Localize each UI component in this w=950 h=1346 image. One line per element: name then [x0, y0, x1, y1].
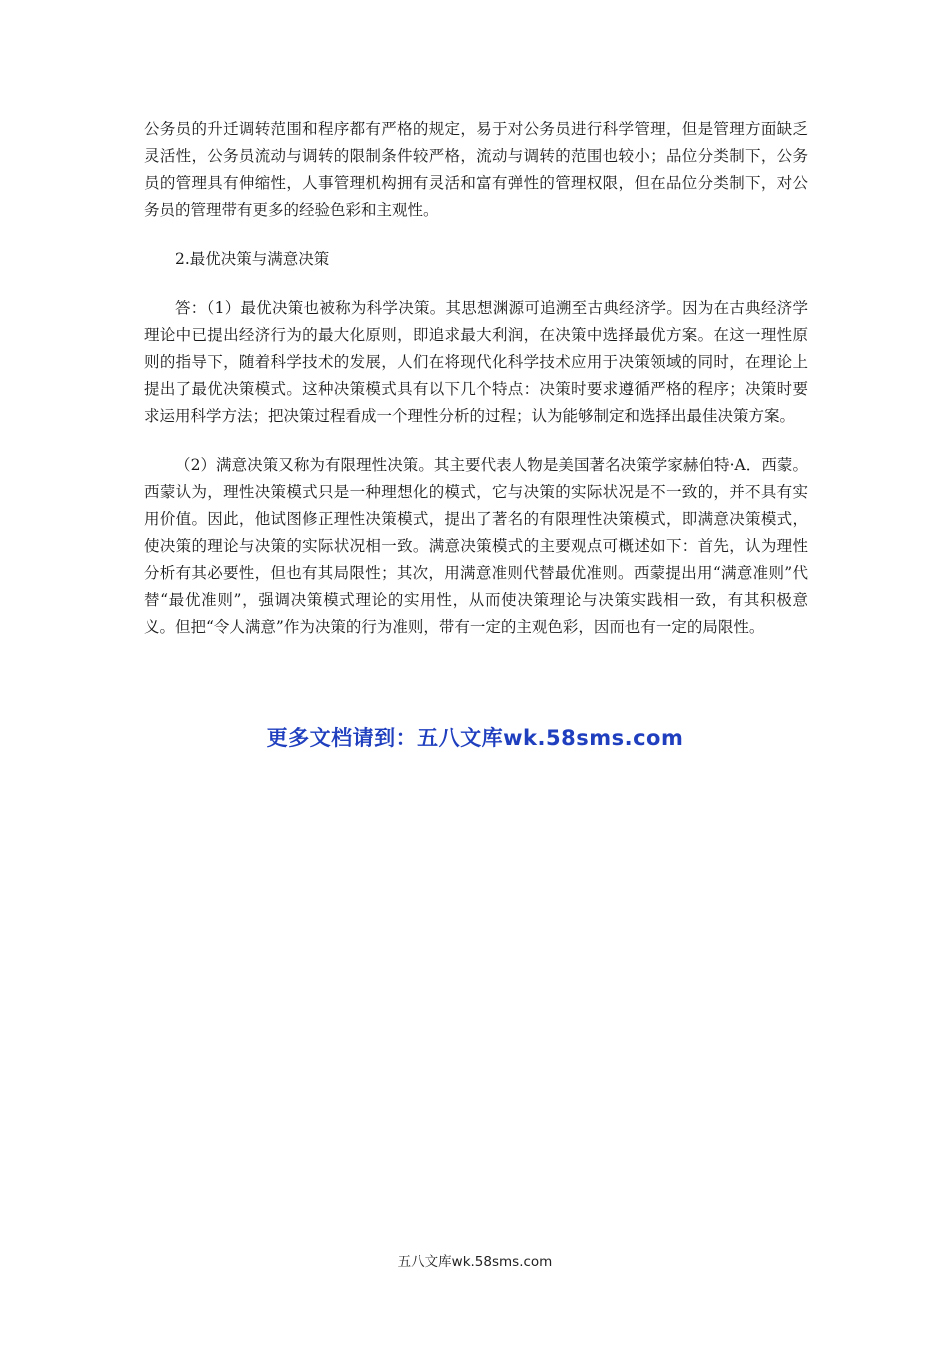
paragraph-answer-2: （2）满意决策又称为有限理性决策。其主要代表人物是美国著名决策学家赫伯特·A．西蒙。西蒙认为，理性决策模式只是一种理想化的模式，它与决策的实际状况是不一致的，并不具有实用价值。因此，他试图修正理性决策模式，提出了著名的有限理性决策模式，即满意决策模式，使决策的理论与决策的实际状况相一致。满意决策模式的主要观点可概述如下：首先，认为理性分析有其必要性，但也有其局限性；其次，用满意准则代替最优准则。西蒙提出用“满意准则”代替“最优准则”，强调决策模式理论的实用性，从而使决策理论与决策实践相一致，有其积极意义。但把“令人满意”作为决策的行为准则，带有一定的主观色彩，因而也有一定的局限性。 — [144, 456, 808, 636]
paragraph-gap — [144, 273, 808, 295]
paragraph-intro: 公务员的升迁调转范围和程序都有严格的规定，易于对公务员进行科学管理，但是管理方面缺乏灵活性，公务员流动与调转的限制条件较严格，流动与调转的范围也较小；品位分类制下，公务员的管理具有伸缩性，人事管理机构拥有灵活和富有弹性的管理权限，但在品位分类制下，对公务员的管理带有更多的经验色彩和主观性。 — [144, 120, 808, 219]
paragraph-gap — [144, 430, 808, 452]
document-body — [144, 116, 808, 641]
paragraph-gap — [144, 224, 808, 246]
paragraph-answer-1: 答：（1）最优决策也被称为科学决策。其思想渊源可追溯至古典经济学。因为在古典经济学理论中已提出经济行为的最大化原则，即追求最大利润，在决策中选择最优方案。在这一理性原则的指导下，随着科学技术的发展，人们在将现代化科学技术应用于决策领域的同时，在理论上提出了最优决策模式。这种决策模式具有以下几个特点：决策时要求遵循严格的程序；决策时要求运用科学方法；把决策过程看成一个理性分析的过程；认为能够制定和选择出最佳决策方案。 — [144, 299, 808, 425]
promo-link[interactable]: 更多文档请到：五八文库wk.58sms.com — [266, 726, 684, 750]
page-footer: 五八文库wk.58sms.com — [397, 1254, 553, 1270]
section-heading: 2.最优决策与满意决策 — [175, 250, 330, 268]
